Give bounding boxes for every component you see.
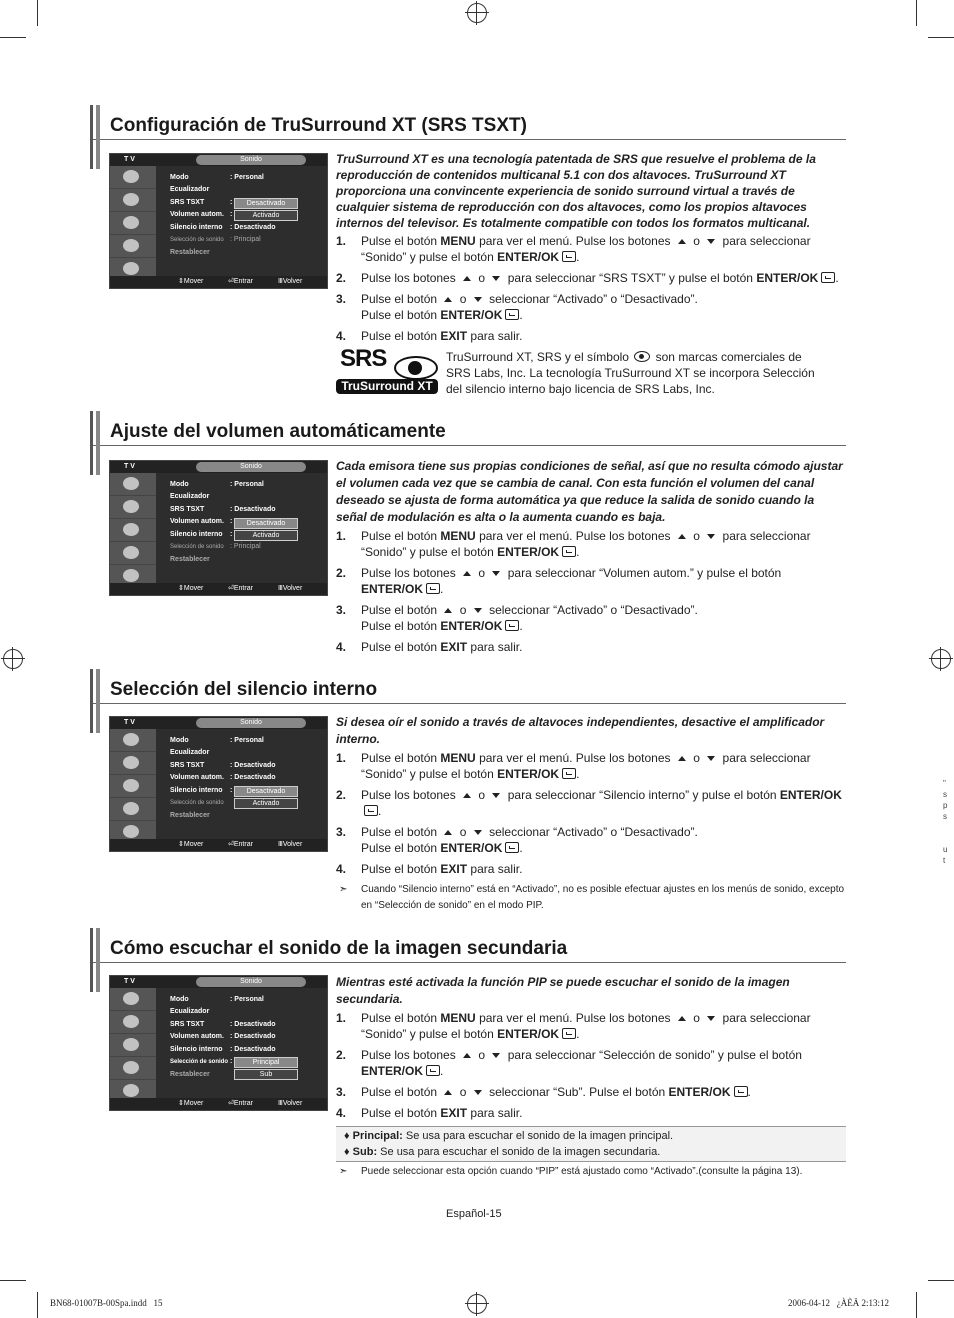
crop-mark bbox=[0, 1280, 26, 1281]
crop-mark bbox=[916, 0, 917, 26]
setup-menu-icon bbox=[110, 1057, 156, 1080]
setup-menu-icon bbox=[110, 798, 156, 821]
list-item: ♦ Sub: Se usa para escuchar el sonido de la imagen secundaria. bbox=[344, 1146, 661, 1158]
osd-label: Volumen autom. bbox=[170, 211, 224, 218]
sound-menu-icon bbox=[110, 496, 156, 519]
enter-icon bbox=[734, 1086, 748, 1097]
channel-menu-icon bbox=[110, 775, 156, 798]
srs-symbol-icon bbox=[634, 351, 650, 362]
step: 1. Pulse el botón MENU para ver el menú. Pulse los botones o para seleccionar “Sonido” y pulse el botón ENTER/OK . bbox=[336, 529, 811, 559]
osd-tv-label: T V bbox=[124, 978, 135, 985]
registration-mark-icon bbox=[3, 649, 23, 669]
down-arrow-icon bbox=[492, 276, 500, 281]
down-arrow-icon bbox=[707, 1016, 715, 1021]
setup-menu-icon bbox=[110, 235, 156, 258]
osd-label: Selección de sonido bbox=[170, 544, 224, 550]
enter-icon bbox=[426, 1065, 440, 1076]
up-arrow-icon bbox=[463, 1053, 471, 1058]
osd-option-highlight: Principal bbox=[234, 1057, 298, 1068]
note-arrow-icon: ➣ bbox=[339, 1166, 348, 1177]
sound-menu-icon bbox=[110, 752, 156, 775]
crop-mark bbox=[928, 1280, 954, 1281]
channel-menu-icon bbox=[110, 519, 156, 542]
section-pip-sound bbox=[90, 928, 846, 1177]
osd-option-highlight: Desactivado bbox=[234, 786, 298, 797]
osd-icon-column bbox=[110, 988, 156, 1098]
section-text bbox=[336, 151, 846, 397]
up-arrow-icon bbox=[463, 793, 471, 798]
osd-move: ⇕Mover bbox=[178, 278, 204, 285]
osd-label: Modo bbox=[170, 996, 189, 1003]
enter-icon bbox=[505, 842, 519, 853]
osd-option: Activado bbox=[234, 530, 298, 541]
crop-mark bbox=[37, 1292, 38, 1318]
down-arrow-icon bbox=[474, 608, 482, 613]
step: 2. Pulse los botones o para seleccionar “Selección de sonido” y pulse el botón ENTER/OK . bbox=[336, 1048, 802, 1078]
osd-label: Ecualizador bbox=[170, 186, 210, 193]
down-arrow-icon bbox=[474, 1090, 482, 1095]
step: 1. Pulse el botón MENU para ver el menú. Pulse los botones o para seleccionar “Sonido” y pulse el botón ENTER/OK . bbox=[336, 751, 811, 781]
section-internal-mute bbox=[90, 669, 846, 911]
osd-option-highlight: Desactivado bbox=[234, 518, 298, 529]
osd-label: Ecualizador bbox=[170, 493, 210, 500]
intro-text: TruSurround XT es una tecnología patentada de SRS que resuelve el problema de la reproducción de contenidos multicanal 5.1 con dos altavoces. TruSurround XT proporciona una convincente experiencia de sonido surround virtual a través de cualquier sistema de reproducción con dos altavoces, como los propios altavoces internos del televisor. Es totalmente compatible con todos los formatos multicanal. bbox=[336, 152, 816, 230]
section-text bbox=[336, 974, 846, 1180]
section-title: Configuración de TruSurround XT (SRS TSXT) bbox=[110, 115, 527, 136]
osd-label: Silencio interno bbox=[170, 787, 223, 794]
osd-label: Silencio interno bbox=[170, 531, 223, 538]
osd-option: Activado bbox=[234, 210, 298, 221]
osd-label: Modo bbox=[170, 481, 189, 488]
enter-icon bbox=[821, 272, 835, 283]
step: 3. Pulse el botón o seleccionar “Activado” o “Desactivado”. Pulse el botón ENTER/OK . bbox=[336, 292, 698, 322]
up-arrow-icon bbox=[444, 608, 452, 613]
osd-icon-column bbox=[110, 166, 156, 276]
osd-enter: ⏎Entrar bbox=[228, 278, 253, 285]
osd-value: : bbox=[230, 211, 233, 218]
osd-tv-label: T V bbox=[124, 719, 135, 726]
up-arrow-icon bbox=[678, 1016, 686, 1021]
note: ➣ Cuando “Silencio interno” está en “Activado”, no es posible efectuar ajustes en los menús de sonido, excepto en “Selección de sonido” en el modo PIP. bbox=[339, 884, 845, 911]
down-arrow-icon bbox=[474, 830, 482, 835]
crop-mark bbox=[0, 37, 26, 38]
osd-move: ⇕Mover bbox=[178, 841, 204, 848]
osd-label: Ecualizador bbox=[170, 1008, 210, 1015]
osd-label: Selección de sonido bbox=[170, 237, 224, 243]
osd-title: Sonido bbox=[196, 977, 306, 987]
down-arrow-icon bbox=[492, 793, 500, 798]
up-arrow-icon bbox=[678, 239, 686, 244]
section-title: Selección del silencio interno bbox=[110, 679, 378, 700]
section-bar bbox=[96, 669, 100, 733]
osd-value: : Personal bbox=[230, 737, 264, 744]
osd-label: SRS TSXT bbox=[170, 506, 205, 513]
print-slug-file: BN68-01007B-00Spa.indd 15 bbox=[50, 1298, 163, 1308]
sound-menu-icon bbox=[110, 1011, 156, 1034]
up-arrow-icon bbox=[444, 830, 452, 835]
osd-value: : bbox=[230, 199, 233, 206]
osd-option-highlight: Desactivado bbox=[234, 198, 298, 209]
step: 3. Pulse el botón o seleccionar “Activado” o “Desactivado”. Pulse el botón ENTER/OK . bbox=[336, 825, 698, 855]
section-bar bbox=[90, 105, 93, 169]
srs-symbol-icon bbox=[394, 356, 438, 380]
osd-value: : Desactivado bbox=[230, 224, 276, 231]
sound-menu-icon bbox=[110, 189, 156, 212]
osd-move: ⇕Mover bbox=[178, 1100, 204, 1107]
osd-value: : Desactivado bbox=[230, 774, 276, 781]
section-text bbox=[336, 458, 846, 660]
enter-icon bbox=[505, 620, 519, 631]
page-number: Español-15 bbox=[446, 1208, 502, 1220]
up-arrow-icon bbox=[444, 297, 452, 302]
osd-return: ⅢVolver bbox=[278, 841, 303, 848]
osd-value: : bbox=[230, 1058, 233, 1065]
enter-icon bbox=[426, 583, 440, 594]
osd-label: Restablecer bbox=[170, 556, 210, 563]
picture-menu-icon bbox=[110, 729, 156, 752]
trademark-text: TruSurround XT, SRS y el símbolo son marcas comerciales de SRS Labs, Inc. La tecnología TruSurround XT se incorpora Selección del silencio interno bajo licencia de SRS Labs, Inc. bbox=[446, 350, 815, 396]
section-bar bbox=[96, 105, 100, 169]
osd-option: Sub bbox=[234, 1069, 298, 1080]
picture-menu-icon bbox=[110, 473, 156, 496]
edge-bleed-text: " s p s u t bbox=[943, 779, 948, 865]
osd-value: : Personal bbox=[230, 174, 264, 181]
osd-label: Restablecer bbox=[170, 812, 210, 819]
section-title: Ajuste del volumen automáticamente bbox=[110, 421, 446, 442]
osd-enter: ⏎Entrar bbox=[228, 585, 253, 592]
osd-label: Silencio interno bbox=[170, 224, 223, 231]
step: 1. Pulse el botón MENU para ver el menú. Pulse los botones o para seleccionar “Sonido” y pulse el botón ENTER/OK . bbox=[336, 1011, 811, 1041]
osd-value: : Desactivado bbox=[230, 1033, 276, 1040]
step: 2. Pulse los botones o para seleccionar “Volumen autom.” y pulse el botón ENTER/OK . bbox=[336, 566, 782, 596]
osd-label: Modo bbox=[170, 174, 189, 181]
osd-label: Volumen autom. bbox=[170, 518, 224, 525]
section-header bbox=[90, 928, 846, 963]
osd-menu-screenshot bbox=[109, 975, 328, 1111]
osd-return: ⅢVolver bbox=[278, 1100, 303, 1107]
step: 4. Pulse el botón EXIT para salir. bbox=[336, 1106, 523, 1120]
registration-mark-icon bbox=[467, 3, 487, 23]
picture-menu-icon bbox=[110, 166, 156, 189]
list-item: ♦ Principal: Se usa para escuchar el sonido de la imagen principal. bbox=[344, 1130, 674, 1142]
section-header bbox=[90, 105, 846, 140]
step: 1. Pulse el botón MENU para ver el menú. Pulse los botones o para seleccionar “Sonido” y pulse el botón ENTER/OK . bbox=[336, 234, 811, 264]
osd-value: : bbox=[230, 787, 233, 794]
down-arrow-icon bbox=[492, 571, 500, 576]
section-bar bbox=[90, 928, 93, 992]
osd-return: ⅢVolver bbox=[278, 585, 303, 592]
crop-mark bbox=[916, 1292, 917, 1318]
osd-label: Selección de sonido bbox=[170, 1059, 229, 1065]
section-header bbox=[90, 411, 846, 446]
osd-value: : Desactivado bbox=[230, 1021, 276, 1028]
osd-value: : Personal bbox=[230, 996, 264, 1003]
osd-tv-label: T V bbox=[124, 156, 135, 163]
up-arrow-icon bbox=[463, 571, 471, 576]
intro-text: Cada emisora tiene sus propias condiciones de señal, así que no resulta cómodo ajustar el volumen cada vez que se cambia de canal. Con esta función el volumen del canal deseado se ajusta de forma automática ya que reduce la salida de sonido cuando la señal de modulación es alta o la aumenta cuando es baja. bbox=[336, 459, 843, 524]
osd-move: ⇕Mover bbox=[178, 585, 204, 592]
up-arrow-icon bbox=[678, 534, 686, 539]
osd-tv-label: T V bbox=[124, 463, 135, 470]
up-arrow-icon bbox=[463, 276, 471, 281]
osd-enter: ⏎Entrar bbox=[228, 841, 253, 848]
setup-menu-icon bbox=[110, 542, 156, 565]
print-slug-date: 2006-04-12 ¿ÀÈÄ 2:13:12 bbox=[788, 1298, 889, 1308]
osd-return: ⅢVolver bbox=[278, 278, 303, 285]
step: 3. Pulse el botón o seleccionar “Activado” o “Desactivado”. Pulse el botón ENTER/OK . bbox=[336, 603, 698, 633]
channel-menu-icon bbox=[110, 212, 156, 235]
trademark-block bbox=[336, 345, 846, 397]
enter-icon bbox=[364, 805, 378, 816]
osd-menu-screenshot bbox=[109, 460, 328, 596]
section-bar bbox=[96, 411, 100, 475]
down-arrow-icon bbox=[707, 756, 715, 761]
osd-label: Restablecer bbox=[170, 249, 210, 256]
osd-value: : Desactivado bbox=[230, 1046, 276, 1053]
enter-icon bbox=[562, 251, 576, 262]
osd-value: : bbox=[230, 518, 233, 525]
osd-enter: ⏎Entrar bbox=[228, 1100, 253, 1107]
osd-title: Sonido bbox=[196, 155, 306, 165]
osd-value: : Personal bbox=[230, 481, 264, 488]
osd-label: SRS TSXT bbox=[170, 199, 205, 206]
enter-icon bbox=[505, 309, 519, 320]
up-arrow-icon bbox=[678, 756, 686, 761]
down-arrow-icon bbox=[707, 239, 715, 244]
osd-menu-screenshot bbox=[109, 716, 328, 852]
osd-label: Volumen autom. bbox=[170, 1033, 224, 1040]
osd-label: Volumen autom. bbox=[170, 774, 224, 781]
step: 4. Pulse el botón EXIT para salir. bbox=[336, 329, 523, 343]
osd-value: : Principal bbox=[230, 543, 261, 550]
osd-icon-column bbox=[110, 729, 156, 839]
osd-title: Sonido bbox=[196, 462, 306, 472]
osd-value: : Principal bbox=[230, 236, 261, 243]
step: 4. Pulse el botón EXIT para salir. bbox=[336, 640, 523, 654]
registration-mark-icon bbox=[467, 1294, 487, 1314]
enter-icon bbox=[562, 1028, 576, 1039]
section-auto-volume bbox=[90, 411, 846, 654]
osd-label: Modo bbox=[170, 737, 189, 744]
channel-menu-icon bbox=[110, 1034, 156, 1057]
osd-label: Ecualizador bbox=[170, 749, 210, 756]
section-title: Cómo escuchar el sonido de la imagen secundaria bbox=[110, 938, 568, 959]
enter-icon bbox=[562, 546, 576, 557]
osd-value: : Desactivado bbox=[230, 506, 276, 513]
osd-value: : bbox=[230, 531, 233, 538]
osd-icon-column bbox=[110, 473, 156, 583]
osd-label: SRS TSXT bbox=[170, 762, 205, 769]
down-arrow-icon bbox=[492, 1053, 500, 1058]
down-arrow-icon bbox=[474, 297, 482, 302]
osd-title: Sonido bbox=[196, 718, 306, 728]
note: ➣ Puede seleccionar esta opción cuando “PIP” está ajustado como “Activado”.(consulte la página 13). bbox=[336, 1164, 846, 1180]
section-bar bbox=[90, 669, 93, 733]
osd-option: Activado bbox=[234, 798, 298, 809]
section-header bbox=[90, 669, 846, 704]
step: 3. Pulse el botón o seleccionar “Sub”. Pulse el botón ENTER/OK . bbox=[336, 1085, 751, 1099]
section-trusurround bbox=[90, 105, 846, 396]
osd-value: : Desactivado bbox=[230, 762, 276, 769]
registration-mark-icon bbox=[931, 649, 951, 669]
osd-menu-screenshot bbox=[109, 153, 328, 289]
osd-label: Silencio interno bbox=[170, 1046, 223, 1053]
picture-menu-icon bbox=[110, 988, 156, 1011]
srs-trusurround-logo: SRS TruSurround XT bbox=[336, 351, 440, 395]
step: 2. Pulse los botones o para seleccionar “Silencio interno” y pulse el botón ENTER/OK. bbox=[336, 788, 842, 818]
crop-mark bbox=[928, 37, 954, 38]
down-arrow-icon bbox=[707, 534, 715, 539]
intro-text: Mientras esté activada la función PIP se puede escuchar el sonido de la imagen secundaria. bbox=[336, 975, 790, 1006]
intro-text: Si desea oír el sonido a través de altavoces independientes, desactive el amplificador interno. bbox=[336, 715, 825, 746]
section-text bbox=[336, 714, 846, 914]
step: 2. Pulse los botones o para seleccionar “SRS TSXT” y pulse el botón ENTER/OK . bbox=[336, 271, 839, 285]
section-bar bbox=[90, 411, 93, 475]
option-list bbox=[336, 1126, 846, 1162]
crop-mark bbox=[37, 0, 38, 26]
section-bar bbox=[96, 928, 100, 992]
enter-icon bbox=[562, 768, 576, 779]
up-arrow-icon bbox=[444, 1090, 452, 1095]
osd-label: SRS TSXT bbox=[170, 1021, 205, 1028]
osd-label: Restablecer bbox=[170, 1071, 210, 1078]
note-arrow-icon: ➣ bbox=[339, 884, 348, 895]
step: 4. Pulse el botón EXIT para salir. bbox=[336, 862, 523, 876]
osd-label: Selección de sonido bbox=[170, 800, 224, 806]
